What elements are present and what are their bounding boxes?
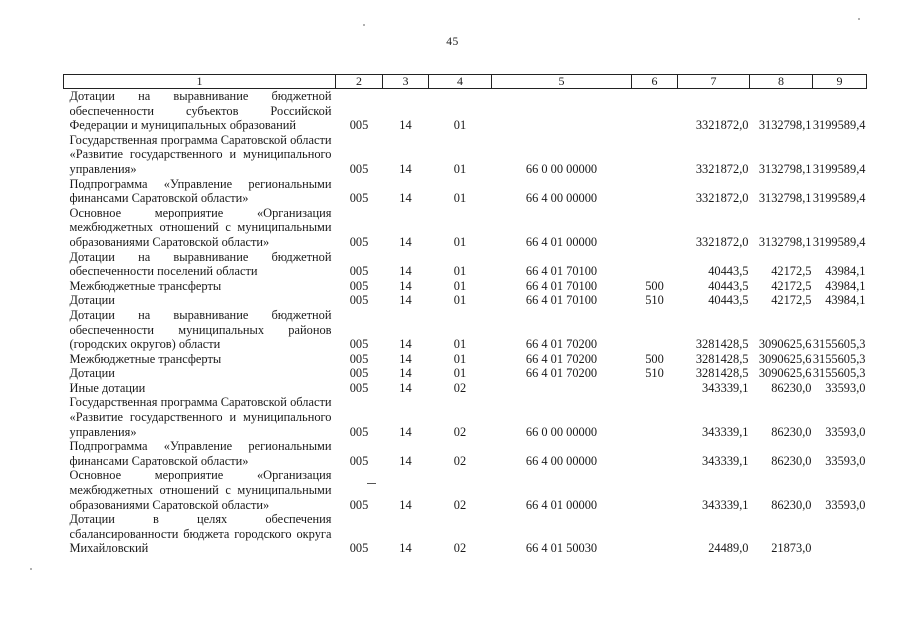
target-article-code: 66 4 01 70100 [525, 264, 598, 279]
row-name: Государственная программа Саратовской области «Развитие государственного и муниципального управления» [69, 395, 332, 439]
expense-type-code [632, 206, 678, 250]
table-row [64, 512, 867, 556]
section-code: 14 [399, 191, 412, 206]
amount-year-2: 42172,5 [771, 264, 812, 279]
amount-year-2: 3132798,1 [758, 118, 812, 133]
ministry-code: 005 [349, 293, 369, 308]
amount-year-2: 21873,0 [771, 541, 812, 556]
amount-year-3: 3199589,4 [812, 118, 866, 133]
table-row [64, 293, 867, 308]
table-row [64, 395, 867, 439]
column-header: 8 [750, 75, 813, 89]
amount-year-1: 40443,5 [708, 278, 749, 293]
table-row [64, 468, 867, 512]
amount-year-1: 40443,5 [708, 264, 749, 279]
target-article-code: 66 4 01 70200 [525, 366, 598, 381]
row-name: Подпрограмма «Управление региональными финансами Саратовской области» [69, 176, 332, 206]
amount-year-1: 3321872,0 [695, 161, 749, 176]
subsection-code: 01 [453, 278, 467, 293]
row-name: Дотации в целях обеспечения сбалансированности бюджета городского округа Михайловский [69, 512, 332, 556]
ministry-code: 005 [349, 278, 369, 293]
amount-year-3: 33593,0 [825, 453, 866, 468]
row-name: Межбюджетные трансферты [69, 351, 222, 366]
target-article-code: 66 4 01 70100 [525, 293, 598, 308]
section-code: 14 [399, 424, 412, 439]
section-code: 14 [399, 278, 412, 293]
column-header: 1 [64, 75, 336, 89]
row-name: Межбюджетные трансферты [69, 278, 222, 293]
expense-type-code [632, 133, 678, 177]
amount-year-3: 33593,0 [825, 424, 866, 439]
subsection-code: 01 [453, 293, 467, 308]
amount-year-3: 43984,1 [825, 278, 866, 293]
amount-year-2: 86230,0 [771, 453, 812, 468]
target-article-code: 66 4 01 70200 [525, 351, 598, 366]
expense-type-code [632, 512, 678, 556]
scan-speck [363, 24, 365, 26]
amount-year-3 [813, 512, 867, 556]
ministry-code: 005 [349, 380, 369, 395]
amount-year-1: 3281428,5 [695, 337, 749, 352]
column-header: 4 [429, 75, 492, 89]
ministry-code: 005 [349, 541, 369, 556]
table-row [64, 279, 867, 294]
target-article-code [492, 381, 632, 396]
ministry-code: 005 [349, 161, 369, 176]
target-article-code [492, 89, 632, 133]
amount-year-1: 24489,0 [708, 541, 749, 556]
row-name: Основное мероприятие «Организация межбюджетных отношений с муниципальными образованиями Саратовской области» [69, 205, 332, 249]
column-header: 7 [678, 75, 750, 89]
ministry-code: 005 [349, 191, 369, 206]
expense-type-code [632, 308, 678, 352]
expense-type-code [632, 468, 678, 512]
section-code: 14 [399, 264, 412, 279]
scan-speck [858, 18, 860, 20]
column-header: 5 [492, 75, 632, 89]
amount-year-3: 3155605,3 [812, 337, 866, 352]
target-article-code: 66 4 01 00000 [525, 234, 598, 249]
budget-table [63, 74, 867, 556]
ministry-code: 005 [349, 118, 369, 133]
target-article-code: 66 4 01 00000 [525, 497, 598, 512]
amount-year-1: 3321872,0 [695, 191, 749, 206]
subsection-code: 01 [453, 234, 467, 249]
amount-year-1: 3321872,0 [695, 118, 749, 133]
table-header-row [64, 75, 867, 89]
ministry-code: 005 [349, 234, 369, 249]
column-header: 6 [632, 75, 678, 89]
target-article-code: 66 4 00 00000 [525, 191, 598, 206]
amount-year-2: 3090625,6 [758, 351, 812, 366]
amount-year-2: 3090625,6 [758, 366, 812, 381]
section-code: 14 [399, 161, 412, 176]
ministry-code: 005 [349, 337, 369, 352]
subsection-code: 01 [453, 366, 467, 381]
amount-year-1: 343339,1 [702, 453, 749, 468]
row-name: Основное мероприятие «Организация межбюджетных отношений с муниципальными образованиями Саратовской области» [69, 468, 332, 512]
amount-year-2: 86230,0 [771, 424, 812, 439]
subsection-code: 02 [453, 541, 467, 556]
expense-type-code: 510 [645, 293, 664, 308]
amount-year-1: 3281428,5 [695, 351, 749, 366]
amount-year-2: 3132798,1 [758, 234, 812, 249]
table-row [64, 308, 867, 352]
section-code: 14 [399, 337, 412, 352]
ministry-code: 005 [349, 351, 369, 366]
section-code: 14 [399, 366, 412, 381]
scan-speck [30, 568, 32, 570]
expense-type-code [632, 439, 678, 468]
subsection-code: 02 [453, 497, 467, 512]
section-code: 14 [399, 118, 412, 133]
row-name: Дотации [69, 293, 115, 308]
table-row [64, 177, 867, 206]
section-code: 14 [399, 234, 412, 249]
amount-year-3: 43984,1 [825, 293, 866, 308]
amount-year-2: 3090625,6 [758, 337, 812, 352]
target-article-code: 66 0 00 00000 [525, 424, 598, 439]
column-header: 9 [813, 75, 867, 89]
section-code: 14 [399, 453, 412, 468]
target-article-code: 66 0 00 00000 [525, 161, 598, 176]
table-row [64, 250, 867, 279]
subsection-code: 02 [453, 453, 467, 468]
section-code: 14 [399, 380, 412, 395]
section-code: 14 [399, 497, 412, 512]
column-header: 3 [383, 75, 429, 89]
amount-year-3: 3199589,4 [812, 161, 866, 176]
expense-type-code [632, 177, 678, 206]
target-article-code: 66 4 01 70100 [525, 278, 598, 293]
amount-year-2: 86230,0 [771, 497, 812, 512]
amount-year-1: 3321872,0 [695, 234, 749, 249]
expense-type-code: 510 [645, 366, 664, 381]
amount-year-2: 86230,0 [771, 380, 812, 395]
amount-year-3: 33593,0 [825, 380, 866, 395]
subsection-code: 01 [453, 264, 467, 279]
amount-year-1: 343339,1 [702, 380, 749, 395]
amount-year-1: 40443,5 [708, 293, 749, 308]
ministry-code: 005 [349, 264, 369, 279]
row-name: Государственная программа Саратовской области «Развитие государственного и муниципального управления» [69, 132, 332, 176]
table-body [64, 89, 867, 557]
amount-year-3: 3155605,3 [812, 351, 866, 366]
amount-year-2: 3132798,1 [758, 161, 812, 176]
table-row [64, 133, 867, 177]
amount-year-3: 3199589,4 [812, 191, 866, 206]
table-row [64, 89, 867, 133]
subsection-code: 01 [453, 118, 467, 133]
expense-type-code: 500 [645, 278, 664, 293]
column-header: 2 [336, 75, 383, 89]
amount-year-2: 42172,5 [771, 293, 812, 308]
target-article-code: 66 4 01 70200 [525, 337, 598, 352]
table-row [64, 381, 867, 396]
expense-type-code [632, 395, 678, 439]
page-number: 45 [446, 36, 459, 48]
subsection-code: 01 [453, 351, 467, 366]
amount-year-1: 343339,1 [702, 497, 749, 512]
amount-year-1: 3281428,5 [695, 366, 749, 381]
amount-year-3: 33593,0 [825, 497, 866, 512]
expense-type-code: 500 [645, 351, 664, 366]
subsection-code: 02 [453, 380, 467, 395]
ministry-code: 005 [349, 366, 369, 381]
table-row [64, 206, 867, 250]
target-article-code: 66 4 01 50030 [525, 541, 598, 556]
section-code: 14 [399, 351, 412, 366]
expense-type-code [632, 89, 678, 133]
amount-year-3: 3199589,4 [812, 234, 866, 249]
subsection-code: 01 [453, 337, 467, 352]
table-row [64, 439, 867, 468]
amount-year-3: 3155605,3 [812, 366, 866, 381]
amount-year-2: 42172,5 [771, 278, 812, 293]
target-article-code: 66 4 00 00000 [525, 453, 598, 468]
row-name: Дотации на выравнивание бюджетной обеспеченности субъектов Российской Федерации и муниципальных образований [69, 89, 332, 133]
row-name: Подпрограмма «Управление региональными финансами Саратовской области» [69, 439, 332, 468]
row-name: Дотации на выравнивание бюджетной обеспеченности поселений области [69, 249, 332, 279]
amount-year-2: 3132798,1 [758, 191, 812, 206]
ministry-code: 005 [349, 453, 369, 468]
row-name: Иные дотации [69, 380, 146, 395]
expense-type-code [632, 381, 678, 396]
amount-year-1: 343339,1 [702, 424, 749, 439]
section-code: 14 [399, 293, 412, 308]
ministry-code: 005 [349, 497, 369, 512]
amount-year-3: 43984,1 [825, 264, 866, 279]
row-name: Дотации [69, 366, 115, 381]
table-row [64, 366, 867, 381]
row-name: Дотации на выравнивание бюджетной обеспеченности муниципальных районов (городских округов) области [69, 307, 332, 352]
subsection-code: 02 [453, 424, 467, 439]
subsection-code: 01 [453, 161, 467, 176]
section-code: 14 [399, 541, 412, 556]
expense-type-code [632, 250, 678, 279]
ministry-code: 005 [349, 424, 369, 439]
subsection-code: 01 [453, 191, 467, 206]
table-row [64, 352, 867, 367]
